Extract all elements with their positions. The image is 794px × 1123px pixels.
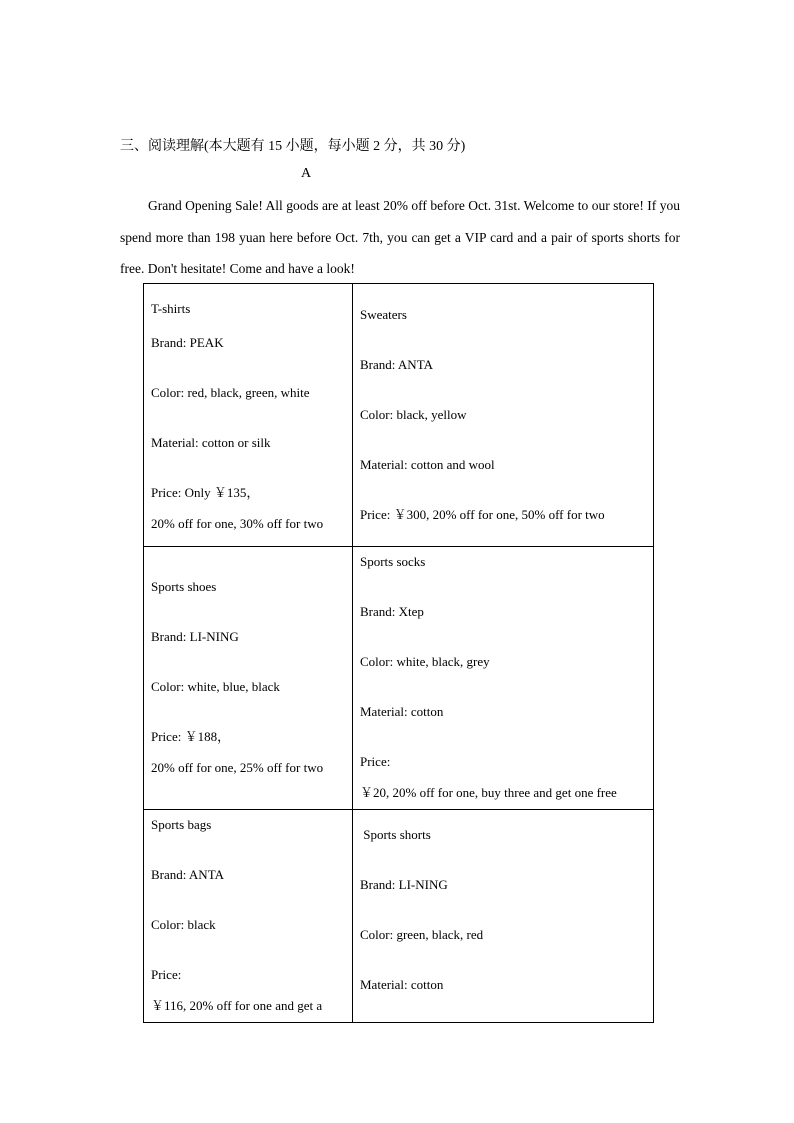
product-brand: Brand: ANTA — [151, 867, 224, 882]
product-material: Material: cotton or silk — [151, 435, 271, 450]
section-heading: 三、阅读理解(本大题有 15 小题，每小题 2 分，共 30 分) — [120, 139, 466, 154]
product-price: Price: — [151, 967, 182, 982]
product-table — [143, 283, 654, 1023]
product-color: Color: white, black, grey — [360, 654, 490, 669]
product-cell-tshirts — [144, 284, 353, 547]
product-brand: Brand: Xtep — [360, 604, 424, 619]
product-name: Sweaters — [360, 307, 407, 322]
product-color: Color: black — [151, 917, 216, 932]
product-color: Color: black, yellow — [360, 407, 467, 422]
product-discount: ￥20, 20% off for one, buy three and get one free — [360, 785, 617, 800]
product-cell-socks — [353, 547, 654, 810]
product-brand: Brand: LI-NING — [151, 629, 239, 644]
product-name: Sports socks — [360, 554, 426, 569]
product-color: Color: green, black, red — [360, 927, 484, 942]
product-color: Color: red, black, green, white — [151, 385, 310, 400]
product-name: Sports bags — [151, 817, 212, 832]
product-cell-shoes — [144, 547, 353, 810]
table-row — [144, 547, 654, 810]
product-price: Price: ￥300, 20% off for one, 50% off for two — [360, 507, 605, 522]
product-cell-shorts — [353, 810, 654, 1023]
product-color: Color: white, blue, black — [151, 679, 280, 694]
product-brand: Brand: LI-NING — [360, 877, 448, 892]
product-price: Price: ￥188， — [151, 729, 231, 744]
product-brand: Brand: PEAK — [151, 335, 224, 350]
table-row — [144, 810, 654, 1023]
product-material: Material: cotton — [360, 704, 444, 719]
product-name: Sports shoes — [151, 579, 217, 594]
product-material: Material: cotton — [360, 977, 444, 992]
product-price: Price: — [360, 754, 391, 769]
product-cell-bags — [144, 810, 353, 1023]
product-discount: 20% off for one, 30% off for two — [151, 516, 324, 531]
product-price: Price: Only ￥135， — [151, 485, 260, 500]
table-row — [144, 284, 654, 547]
product-cell-sweaters — [353, 284, 654, 547]
product-material: Material: cotton and wool — [360, 457, 495, 472]
product-name: T-shirts — [151, 301, 191, 316]
passage-letter: A — [301, 166, 312, 181]
product-name: Sports shorts — [360, 827, 431, 842]
intro-paragraph: Grand Opening Sale! All goods are at least 20% off before Oct. 31st. Welcome to our store! If you spend more than 198 yuan here before Oct. 7th, you can get a VIP card and a pair of sports shorts for free. Don't hesitate! Come and have a look! — [120, 198, 680, 276]
product-discount: 20% off for one, 25% off for two — [151, 760, 324, 775]
product-discount: ￥116, 20% off for one and get a — [151, 998, 323, 1013]
product-brand: Brand: ANTA — [360, 357, 433, 372]
